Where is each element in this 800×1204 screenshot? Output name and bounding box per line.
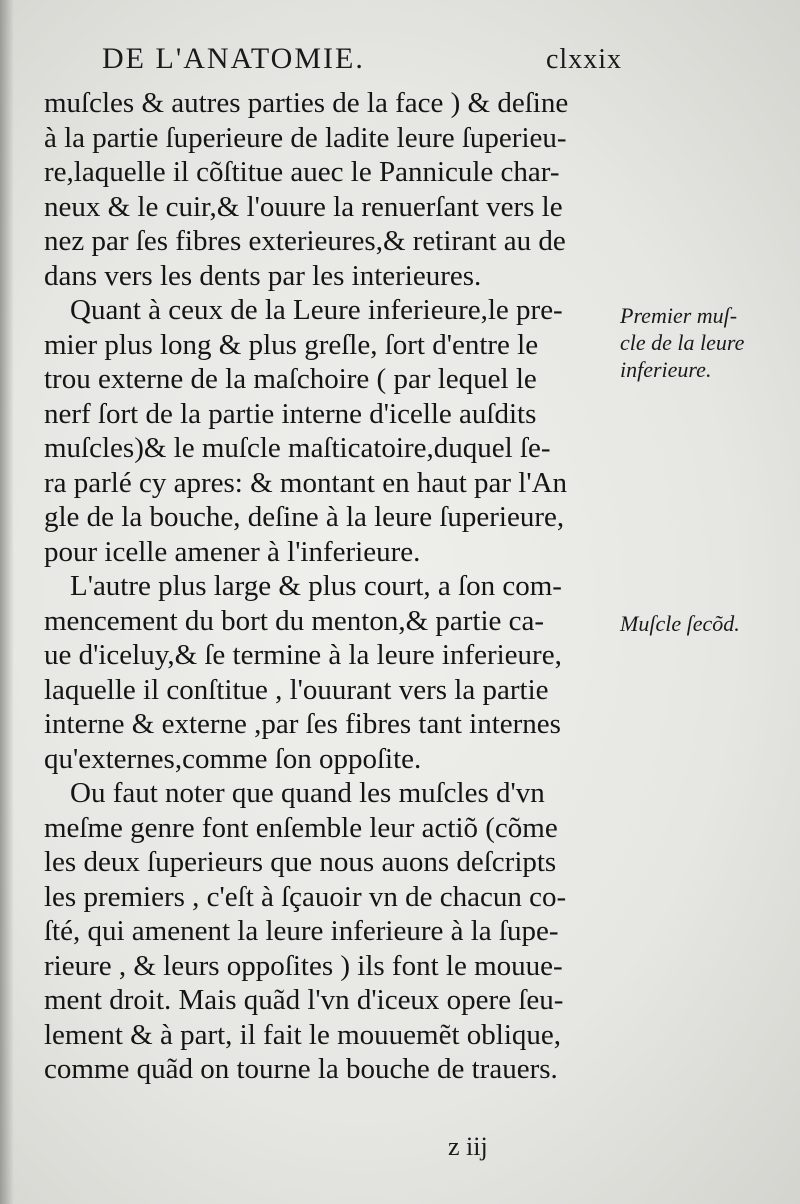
text-line: ſté, qui amenent la leure inferieure à la ſupe- xyxy=(44,915,559,947)
text-line: Ou faut noter que quand les muſcles d'vn xyxy=(70,777,545,809)
text-line: ment droit. Mais quãd l'vn d'iceux opere ſeu- xyxy=(44,984,564,1016)
text-line: neux & le cuir,& l'ouure la renuerſant vers le xyxy=(44,190,563,223)
text-line: dans vers les dents par les interieures. xyxy=(44,259,482,292)
running-header xyxy=(102,42,622,82)
text-line: laquelle il conſtitue , l'ouurant vers la partie xyxy=(44,673,549,706)
text-line: comme quãd on tourne la bouche de trauers. xyxy=(44,1053,558,1085)
page-edge-shadow xyxy=(0,0,14,1204)
text-line: L'autre plus large & plus court, a ſon com- xyxy=(70,570,562,602)
text-line: trou externe de la maſchoire ( par lequel le xyxy=(44,363,537,395)
text-line: gle de la bouche, deſine à la leure ſuperieure, xyxy=(44,501,565,533)
main-text xyxy=(44,86,624,1087)
text-line: lement & à part, il fait le mouuemẽt oblique, xyxy=(44,1018,562,1051)
margin-note-line: inferieure. xyxy=(620,357,712,382)
margin-note-line: Muſcle ſecõd. xyxy=(620,611,740,636)
text-line: rieure , & leurs oppoſites ) ils font le mouue- xyxy=(44,949,563,982)
folio-number: clxxix xyxy=(546,44,622,75)
text-line: à la partie ſuperieure de ladite leure ſuperieu- xyxy=(44,121,567,154)
text-line: muſcles & autres parties de la face ) & deſine xyxy=(44,87,569,119)
text-line: qu'externes,comme ſon oppoſite. xyxy=(44,742,422,775)
signature-mark: z iij xyxy=(448,1132,488,1161)
text-line: les deux ſuperieurs que nous auons deſcripts xyxy=(44,846,557,878)
text-line: pour icelle amener à l'inferieure. xyxy=(44,535,421,568)
text-line: interne & externe ,par ſes fibres tant internes xyxy=(44,708,561,740)
margin-note-first-muscle xyxy=(620,302,790,383)
margin-note-second-muscle xyxy=(620,610,790,637)
text-line: mier plus long & plus greſle, ſort d'entre le xyxy=(44,328,539,361)
text-line: nerf ſort de la partie interne d'icelle auſdits xyxy=(44,397,537,430)
text-line: meſme genre font enſemble leur actiõ (cõme xyxy=(44,811,558,844)
margin-note-line: Premier muſ- xyxy=(620,303,738,328)
text-line: re,laquelle il cõſtitue auec le Pannicule char- xyxy=(44,156,560,188)
page-title: DE L'ANATOMIE. xyxy=(102,42,365,75)
text-line: mencement du bort du menton,& partie ca- xyxy=(44,604,545,637)
text-line: ra parlé cy apres: & montant en haut par l'An xyxy=(44,466,568,499)
text-line: ue d'iceluy,& ſe termine à la leure inferieure, xyxy=(44,639,562,671)
margin-note-line: cle de la leure xyxy=(620,330,745,355)
text-line: muſcles)& le muſcle maſticatoire,duquel ſe- xyxy=(44,432,551,464)
text-line: Quant à ceux de la Leure inferieure,le pre- xyxy=(70,294,563,326)
text-line: nez par ſes fibres exterieures,& retirant au de xyxy=(44,225,566,257)
text-line: les premiers , c'eſt à ſçauoir vn de chacun co- xyxy=(44,880,567,913)
